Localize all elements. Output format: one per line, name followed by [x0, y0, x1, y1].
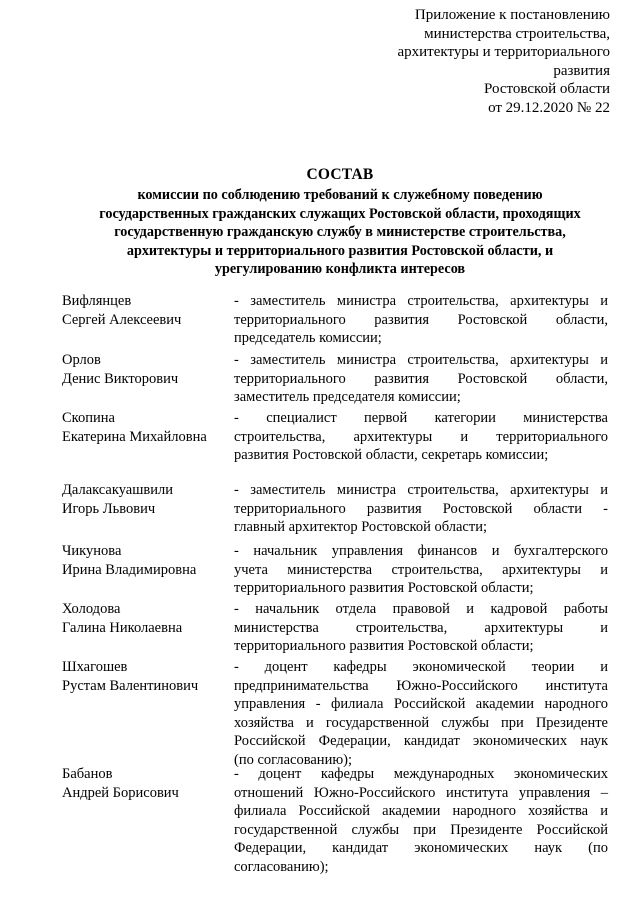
- member-name: [62, 542, 234, 579]
- member-surname: Чикунова: [62, 543, 122, 559]
- member-given-name: Сергей Алексеевич: [62, 311, 182, 328]
- position-line: управления - филиала Российской академии народного: [234, 696, 608, 713]
- position-line: территориального развития Ростовской области,: [234, 311, 608, 328]
- position-line: предпринимательства Южно-Российского института: [234, 677, 608, 694]
- position-line: - заместитель министра строительства, архитектуры и: [234, 293, 608, 309]
- position-line: - заместитель министра строительства, архитектуры и: [234, 482, 608, 498]
- member-name: [62, 351, 234, 388]
- position-line: главный архитектор Ростовской области;: [234, 519, 487, 536]
- position-line: хозяйства и государственной службы при Президенте: [234, 714, 608, 731]
- position-line: - начальник управления финансов и бухгалтерского: [234, 543, 608, 559]
- position-line: учета министерства строительства, архитектуры и: [234, 561, 608, 578]
- position-line: - начальник отдела правовой и кадровой работы: [234, 601, 608, 617]
- member-given-name: Рустам Валентинович: [62, 677, 199, 694]
- subtitle-line: урегулированию конфликта интересов: [214, 261, 466, 278]
- position-line: развития Ростовской области, секретарь комиссии;: [234, 447, 549, 464]
- member-position: [234, 481, 608, 537]
- document-heading: [60, 164, 620, 279]
- member-position: [234, 658, 608, 770]
- subtitle-line: государственных гражданских служащих Ростовской области, проходящих: [99, 205, 581, 222]
- subtitle-line: государственную гражданскую службу в министерстве строительства,: [114, 224, 566, 241]
- member-position: [234, 542, 608, 598]
- member-name: [62, 600, 234, 637]
- member-name: [62, 292, 234, 329]
- member-given-name: Галина Николаевна: [62, 619, 183, 636]
- position-line: Федерации, кандидат экономических наук (по: [234, 840, 608, 857]
- position-line: государственной службы при Президенте Российской: [234, 821, 608, 838]
- appendix-line: министерства строительства,: [424, 25, 610, 42]
- member-surname: Скопина: [62, 410, 115, 426]
- position-line: филиала Российской академии народного хозяйства и: [234, 803, 608, 820]
- member-position: [234, 351, 608, 407]
- appendix-line: развития: [553, 62, 610, 79]
- subtitle-line: комиссии по соблюдению требований к служебному поведению: [137, 187, 543, 203]
- position-line: - специалист первой категории министерства: [234, 410, 608, 426]
- position-line: территориального развития Ростовской области;: [234, 580, 534, 597]
- position-line: заместитель председателя комиссии;: [234, 389, 461, 406]
- position-line: территориального развития Ростовской области;: [234, 638, 534, 655]
- position-line: согласованию);: [234, 858, 329, 875]
- position-line: - доцент кафедры экономической теории и: [234, 659, 608, 675]
- member-surname: Холодова: [62, 601, 121, 617]
- member-surname: Вифлянцев: [62, 293, 132, 309]
- appendix-line: Приложение к постановлению: [414, 7, 610, 23]
- position-line: отношений Южно-Российского института управления –: [234, 784, 608, 801]
- member-surname: Бабанов: [62, 766, 113, 782]
- position-line: строительства, архитектуры и территориального: [234, 428, 608, 445]
- appendix-line: Ростовской области: [484, 81, 610, 98]
- position-line: министерства строительства, архитектуры и: [234, 619, 608, 636]
- position-line: председатель комиссии;: [234, 330, 382, 347]
- position-line: Российской Федерации, кандидат экономических наук: [234, 733, 608, 750]
- document-title: СОСТАВ: [306, 166, 374, 183]
- member-surname: Далаксакуашвили: [62, 482, 173, 498]
- member-given-name: Андрей Борисович: [62, 784, 179, 801]
- member-given-name: Екатерина Михайловна: [62, 428, 207, 445]
- member-name: [62, 765, 234, 802]
- position-line: - доцент кафедры международных экономических: [234, 766, 608, 782]
- member-position: [234, 409, 608, 465]
- document-subtitle: [60, 186, 620, 279]
- appendix-line: архитектуры и территориального: [397, 44, 610, 61]
- position-line: - заместитель министра строительства, архитектуры и: [234, 352, 608, 368]
- member-given-name: Игорь Львович: [62, 500, 156, 517]
- member-surname: Шхагошев: [62, 659, 128, 675]
- member-given-name: Денис Викторович: [62, 370, 179, 387]
- appendix-note: [310, 6, 610, 118]
- position-line: (по согласованию);: [234, 751, 353, 768]
- member-given-name: Ирина Владимировна: [62, 561, 197, 578]
- member-name: [62, 658, 234, 695]
- position-line: территориального развития Ростовской области -: [234, 500, 608, 517]
- subtitle-line: архитектуры и территориального развития Ростовской области, и: [126, 242, 554, 259]
- member-position: [234, 292, 608, 348]
- member-position: [234, 600, 608, 656]
- member-name: [62, 409, 234, 446]
- member-surname: Орлов: [62, 352, 101, 368]
- member-position: [234, 765, 608, 877]
- member-name: [62, 481, 234, 518]
- appendix-line: от 29.12.2020 № 22: [488, 99, 610, 116]
- position-line: территориального развития Ростовской области,: [234, 370, 608, 387]
